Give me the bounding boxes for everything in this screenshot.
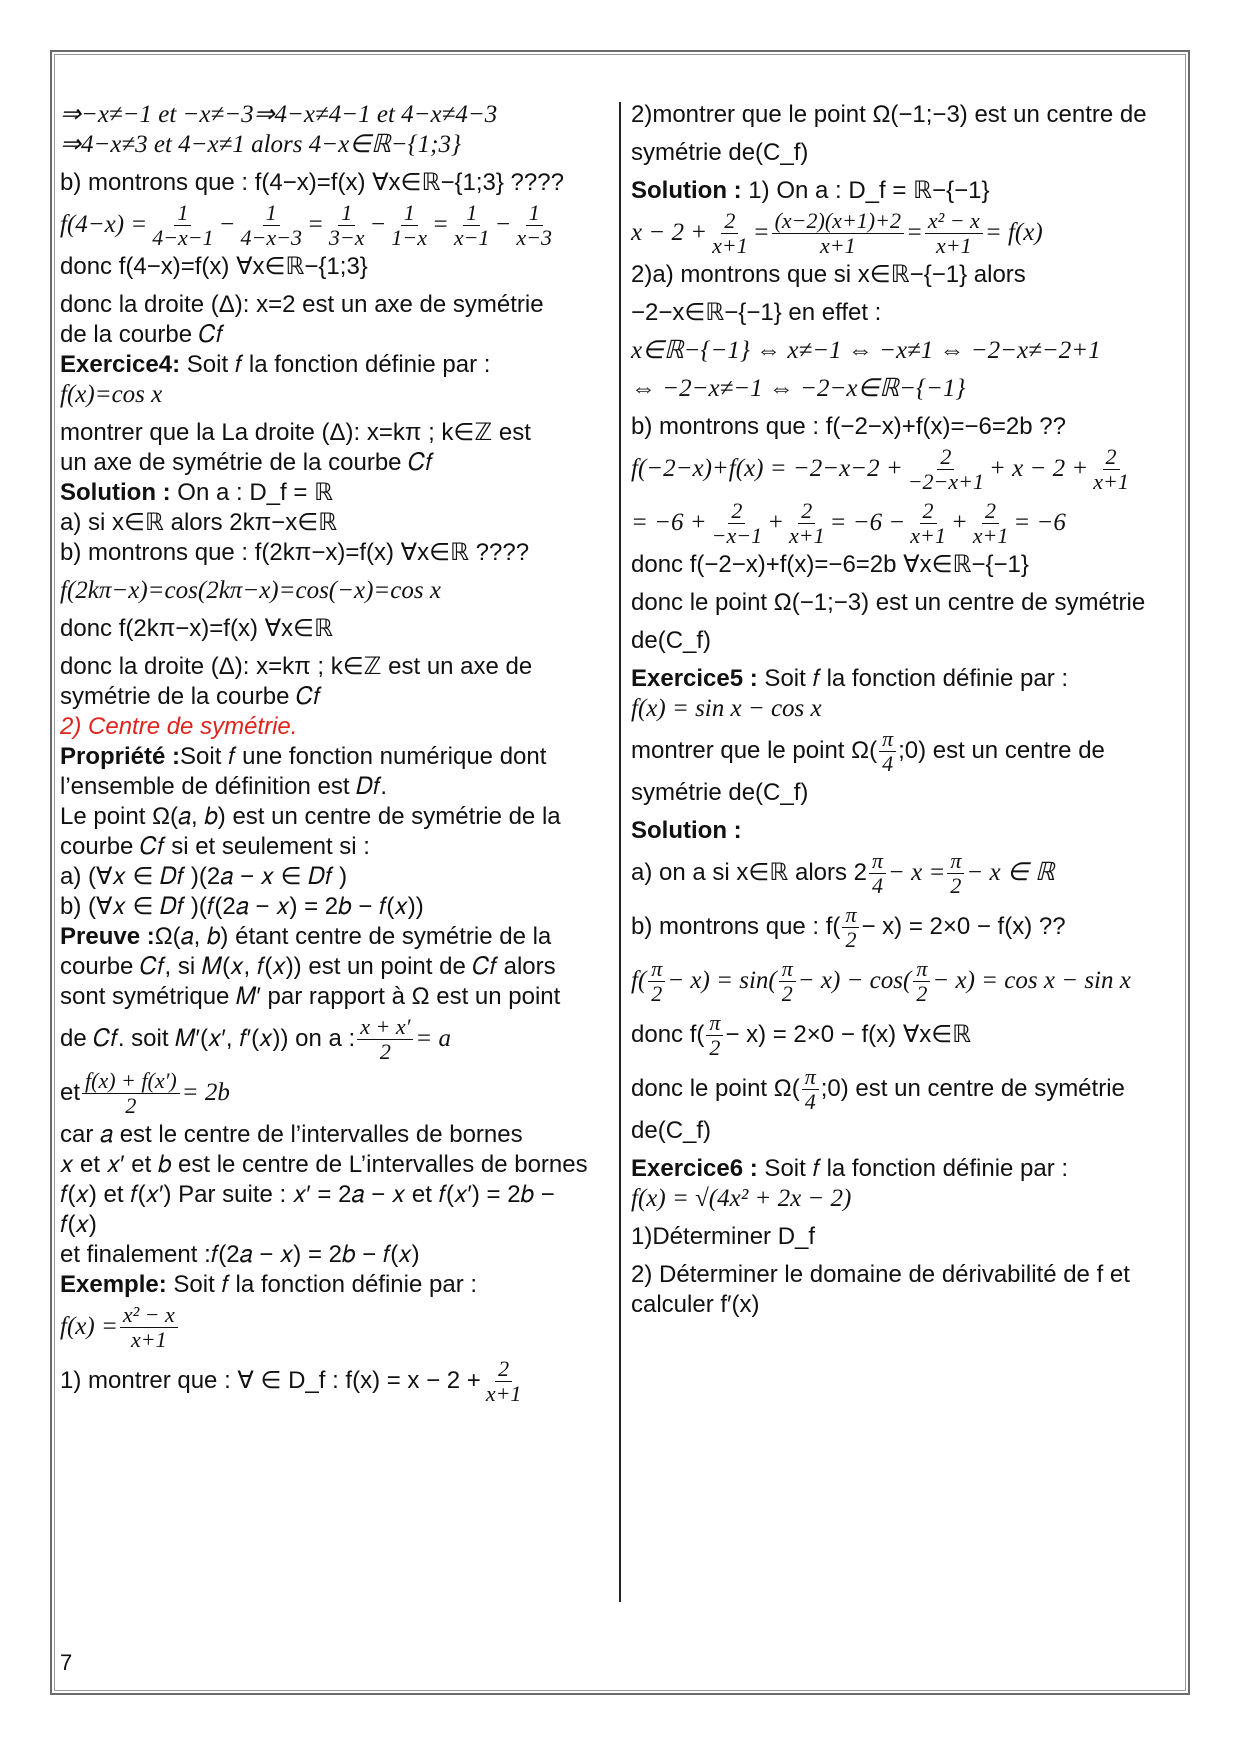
property-line-2: l’ensemble de définition est 𝐷𝑓. [60, 773, 388, 800]
proof-line-8: 𝑓(𝑥) et 𝑓(𝑥′) Par suite : 𝑥′ = 2𝑎 − 𝑥 et 𝑓(𝑥′) = 2𝑏 − [60, 1181, 555, 1208]
exercise5-title: Exercice5 : Soit 𝑓 la fonction définie par : [631, 665, 1069, 692]
example-computation-1: x − 2 + $\frac{2}{x+1}$ = $\frac{(x-2)(x+1)+2}{x+1}$ = $\frac{\text{x² − x}}{x+1}$ = f(x) [631, 207, 1043, 258]
exercise4-step-a: a) si x∈ℝ alors 2kπ−x∈ℝ [60, 509, 338, 536]
example-conclusion-1: donc f(−2−x)+f(x)=−6=2b ∀x∈ℝ−{−1} [631, 551, 1029, 578]
fraction: $\frac{1}{3-x}$ [328, 199, 365, 250]
proof-line-1: Preuve :Ω(𝑎, 𝑏) étant centre de symétrie de la [60, 923, 552, 950]
exercise5-statement-cont: symétrie de(C_f) [631, 779, 809, 806]
exercise4-statement: montrer que la La droite (Δ): x=kπ ; k∈ℤ est [60, 419, 531, 446]
fraction: $\frac{\text{x² − x}}{x+1}$ [120, 1303, 178, 1352]
proof-line-7: 𝑥 et 𝑥′ et 𝑏 est le centre de L’intervalles de bornes [60, 1151, 588, 1178]
example-step-2a: 2)a) montrons que si x∈ℝ−{−1} alors [631, 261, 1026, 288]
left-column [60, 100, 615, 1408]
example-title: Exemple: Soit 𝑓 la fonction définie par : [60, 1271, 478, 1298]
conclusion-line: donc f(4−x)=f(x) ∀x∈ℝ−{1;3} [60, 253, 368, 280]
exercise5-conclusion-2: donc le point Ω( $\frac{\pi}{4}$ ;0) est un centre de symétrie [631, 1063, 1125, 1114]
fraction: $\frac{\pi}{2}$ [842, 903, 859, 952]
example-question-2-cont: symétrie de(C_f) [631, 139, 809, 166]
example-conclusion-2-cont: de(C_f) [631, 627, 712, 654]
fraction: $\frac{\pi}{2}$ [706, 1011, 723, 1060]
exercise5-step-a: a) on a si x∈ℝ alors 2 $\frac{\pi}{4}$ − x = $\frac{\pi}{2}$ − x ∈ ℝ [631, 847, 1055, 898]
fraction: $\frac{1}{4-x-3}$ [240, 199, 302, 250]
property-line-4: courbe 𝐶𝑓 si et seulement si : [60, 833, 370, 860]
fraction: $\frac{2}{x+1}$ [788, 497, 825, 548]
fraction: $\frac{x + x'}{2}$ [357, 1015, 413, 1064]
example-computation-3: = −6 + $\frac{2}{-x-1}$ + $\frac{2}{x+1}$ = −6 − $\frac{2}{x+1}$ + $\frac{2}{x+1}$ = −6 [631, 497, 1066, 548]
axis-conclusion: donc la droite (Δ): x=2 est un axe de symétrie [60, 291, 544, 318]
example-conclusion-2: donc le point Ω(−1;−3) est un centre de symétrie [631, 589, 1146, 616]
exercise4-computation: f(2kπ−x)=cos(2kπ−x)=cos(−x)=cos x [60, 577, 441, 604]
exercise4-function: f(x)=cos x [60, 381, 163, 408]
exercise4-solution: Solution : On a : D_f = ℝ [60, 479, 334, 506]
computation-f-4-x: f(4−x) = $\frac{1}{4-x-1}$ − $\frac{1}{4-x-3}$ = $\frac{1}{3-x}$ − $\frac{1}{1-x}$ = $\frac{1}{x-1}$ − $\frac{1}{x-3}$ [60, 198, 615, 252]
proof-conclusion: et finalement :𝑓(2𝑎 − 𝑥) = 2𝑏 − 𝑓(𝑥) [60, 1241, 420, 1268]
example-step-2b: b) montrons que : f(−2−x)+f(x)=−6=2b ?? [631, 413, 1066, 440]
exercise6-title: Exercice6 : Soit 𝑓 la fonction définie par : [631, 1155, 1069, 1182]
exercise4-step-b: b) montrons que : f(2kπ−x)=f(x) ∀x∈ℝ ???? [60, 539, 530, 566]
exercise4-title: Exercice4: Soit 𝑓 la fonction définie par : [60, 351, 491, 378]
example-function: f(x) = $\frac{\text{x² − x}}{x+1}$ [60, 1300, 615, 1354]
exercise5-conclusion-2-cont: de(C_f) [631, 1117, 712, 1144]
axis-conclusion-cont: de la courbe 𝐶𝑓 [60, 321, 224, 348]
fraction: $\frac{2}{x+1}$ [972, 497, 1009, 548]
example-computation-2: f(−2−x)+f(x) = −2−x−2 + $\frac{2}{-2-x+1}$ + x − 2 + $\frac{2}{x+1}$ [631, 442, 1191, 496]
fraction: $\frac{2}{x+1}$ [712, 207, 748, 258]
fraction: $\frac{\pi}{2}$ [779, 957, 796, 1006]
right-column [631, 100, 1191, 1320]
example-equivalence-2: ⇔ −2−x≠−1 ⇔ −2−x∈ℝ−{−1} [631, 375, 966, 402]
fraction: $\frac{\pi}{2}$ [913, 957, 930, 1006]
fraction: $\frac{\pi}{2}$ [947, 849, 964, 898]
fraction: $\frac{\pi}{4}$ [879, 727, 896, 776]
exercise4-statement-cont: un axe de symétrie de la courbe 𝐶𝑓 [60, 449, 433, 476]
example-equivalence-1: x∈ℝ−{−1} ⇔ x≠−1 ⇔ −x≠1 ⇔ −2−x≠−2+1 [631, 337, 1101, 364]
exercise5-solution: Solution : [631, 817, 742, 844]
fraction: $\frac{2}{x+1}$ [1093, 443, 1129, 494]
fraction: $\frac{\pi}{4}$ [802, 1065, 819, 1114]
implication-line-1: ⇒−x≠−1 et −x≠−3⇒4−x≠4−1 et 4−x≠4−3 [60, 101, 498, 128]
fraction: $\frac{\pi}{4}$ [869, 849, 886, 898]
fraction: $\frac{1}{1-x}$ [391, 199, 427, 250]
fraction: $\frac{f(x) + f(x')}{2}$ [82, 1069, 180, 1118]
exercise6-function: f(x) = √(4x² + 2x − 2) [631, 1185, 852, 1212]
fraction: $\frac{(x-2)(x+1)+2}{x+1}$ [772, 209, 904, 258]
exercise5-function: f(x) = sin x − cos x [631, 695, 822, 722]
fraction: $\frac{2}{x+1}$ [485, 1355, 522, 1406]
implication-line-2: ⇒4−x≠3 et 4−x≠1 alors 4−x∈ℝ−{1;3} [60, 131, 462, 158]
exercise6-question-2-cont: calculer f′(x) [631, 1291, 760, 1318]
exercise6-question-1: 1)Déterminer D_f [631, 1223, 816, 1250]
column-divider [619, 102, 621, 1602]
proof-line-6: car 𝑎 est le centre de l’intervalles de bornes [60, 1121, 523, 1148]
fraction: $\frac{2}{x+1}$ [910, 497, 946, 548]
proof-line-5: et $\frac{f(x) + f(x')}{2}$ = 2b [60, 1067, 230, 1118]
fraction: $\frac{\text{x² − x}}{x+1}$ [925, 209, 983, 258]
example-solution: Solution : 1) On a : D_f = ℝ−{−1} [631, 177, 990, 204]
exercise4-conclusion: donc f(2kπ−x)=f(x) ∀x∈ℝ [60, 615, 333, 642]
section-heading-center: 2) Centre de symétrie. [60, 713, 298, 740]
fraction: $\frac{\pi}{2}$ [648, 957, 665, 1006]
proof-line-9: 𝑓(𝑥) [60, 1211, 97, 1238]
exercise5-computation: f( $\frac{\pi}{2}$ − x) = sin( $\frac{\pi}{2}$ − x) − cos( $\frac{\pi}{2}$ − x) = cos x − sin x [631, 955, 1131, 1006]
goal-statement-b: b) montrons que : f(4−x)=f(x) ∀x∈ℝ−{1;3} ???? [60, 169, 564, 196]
page-number: 7 [60, 1650, 73, 1675]
exercise4-axis: donc la droite (Δ): x=kπ ; k∈ℤ est un axe de [60, 653, 533, 680]
exercise6-question-2: 2) Déterminer le domaine de dérivabilité de f et [631, 1261, 1130, 1288]
fraction: $\frac{1}{x-1}$ [453, 199, 490, 250]
property-condition-a: a) (∀𝑥 ∈ 𝐷𝑓 )(2𝑎 − 𝑥 ∈ 𝐷𝑓 ) [60, 863, 348, 890]
proof-line-3: sont symétrique 𝑀′ par rapport à Ω est un point [60, 983, 561, 1010]
fraction: $\frac{2}{-x-1}$ [711, 497, 763, 548]
example-question-2: 2)montrer que le point Ω(−1;−3) est un centre de [631, 101, 1147, 128]
fraction: $\frac{2}{-2-x+1}$ [907, 443, 985, 494]
example-question-1: 1) montrer que : ∀ ∈ D_f : f(x) = x − 2 + $\frac{2}{x+1}$ [60, 1354, 615, 1408]
proof-line-4: de 𝐶𝑓. soit 𝑀′(𝑥′, 𝑓′(𝑥)) on a : $\frac{x + x'}{2}$ = a [60, 1013, 452, 1064]
fraction: $\frac{1}{4-x-1}$ [152, 199, 214, 250]
example-step-2a-cont: −2−x∈ℝ−{−1} en effet : [631, 299, 882, 326]
fraction: $\frac{1}{x-3}$ [516, 199, 552, 250]
property-condition-b: b) (∀𝑥 ∈ 𝐷𝑓 )(𝑓(2𝑎 − 𝑥) = 2𝑏 − 𝑓(𝑥)) [60, 893, 424, 920]
proof-line-2: courbe 𝐶𝑓, si 𝑀(𝑥, 𝑓(𝑥)) est un point de 𝐶𝑓 alors [60, 953, 556, 980]
formula-lhs: f(4−x) = [60, 211, 148, 238]
exercise5-statement: montrer que le point Ω( $\frac{\pi}{4}$ ;0) est un centre de [631, 725, 1105, 776]
property-line-1: Propriété :Soit 𝑓 une fonction numérique dont [60, 743, 547, 770]
exercise5-conclusion-1: donc f( $\frac{\pi}{2}$ − x) = 2×0 − f(x) ∀x∈ℝ [631, 1009, 972, 1060]
exercise5-step-b: b) montrons que : f( $\frac{\pi}{2}$ − x) = 2×0 − f(x) ?? [631, 901, 1066, 952]
exercise4-axis-cont: symétrie de la courbe 𝐶𝑓 [60, 683, 321, 710]
property-line-3: Le point Ω(𝑎, 𝑏) est un centre de symétrie de la [60, 803, 561, 830]
